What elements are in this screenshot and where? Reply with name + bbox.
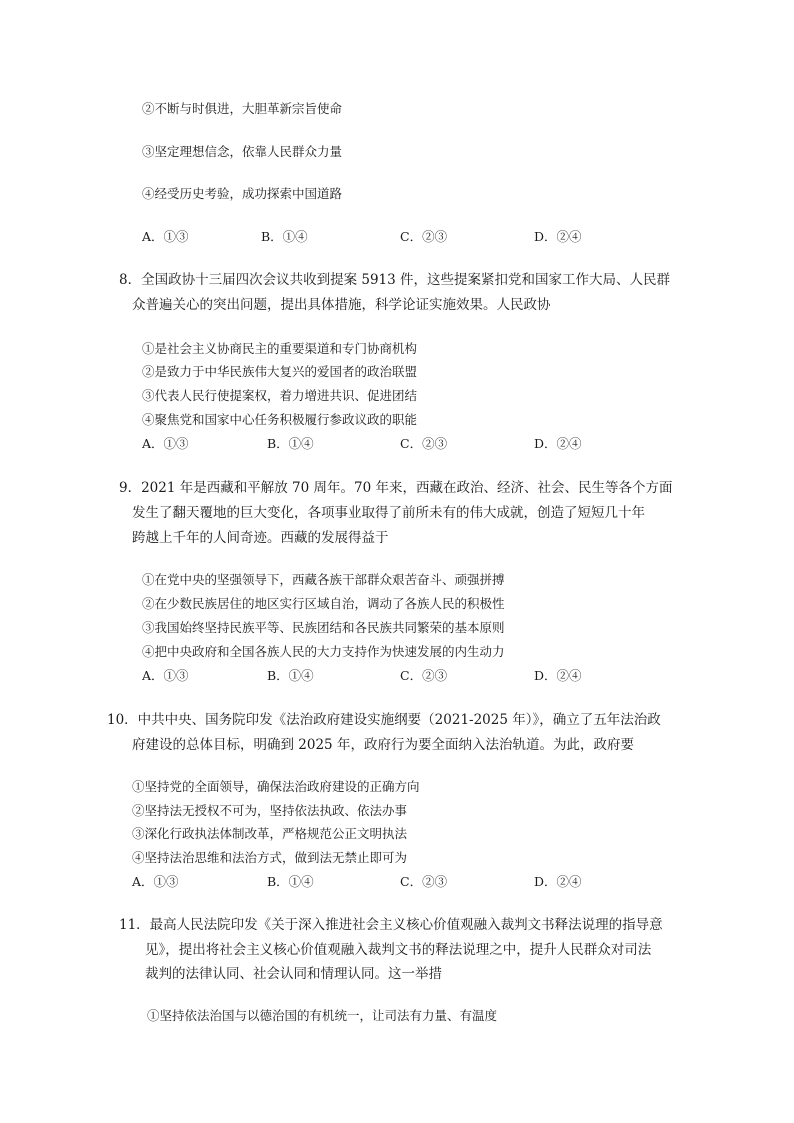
q7-choice-a: A．①③ bbox=[142, 229, 189, 244]
q10-choice-b: B．①④ bbox=[267, 874, 314, 889]
q11-option-1: ①坚持依法治国与以德治国的有机统一，让司法有力量、有温度 bbox=[147, 1008, 498, 1023]
q9-option-1: ①在党中央的坚强领导下，西藏各族干部群众艰苦奋斗、顽强拼搏 bbox=[142, 572, 505, 587]
q9-choice-c: C．②③ bbox=[400, 668, 448, 683]
q10-stem-line-2: 府建设的总体目标，明确到 2025 年，政府行为要全面纳入法治轨道。为此，政府要 bbox=[132, 737, 634, 753]
q9-option-3: ③我国始终坚持民族平等、民族团结和各民族共同繁荣的基本原则 bbox=[142, 620, 505, 635]
q8-choice-a: A．①③ bbox=[142, 436, 189, 451]
q9-stem-line-1: 9．2021 年是西藏和平解放 70 周年。70 年来，西藏在政治、经济、社会、民生等各个方面 bbox=[119, 480, 673, 496]
q9-option-2: ②在少数民族居住的地区实行区域自治，调动了各族人民的积极性 bbox=[142, 596, 505, 611]
q10-option-3: ③深化行政执法体制改革，严格规范公正文明执法 bbox=[132, 826, 408, 841]
q10-choice-a: A．①③ bbox=[132, 874, 179, 889]
q9-option-4: ④把中央政府和全国各族人民的大力支持作为快速发展的内生动力 bbox=[142, 644, 505, 659]
q8-option-2: ②是致力于中华民族伟大复兴的爱国者的政治联盟 bbox=[142, 364, 418, 379]
q9-stem-line-3: 跨越上千年的人间奇迹。西藏的发展得益于 bbox=[132, 530, 389, 546]
q8-option-3: ③代表人民行使提案权，着力增进共识、促进团结 bbox=[142, 388, 418, 403]
q7-choice-b: B．①④ bbox=[261, 229, 308, 244]
q9-stem-line-2: 发生了翻天覆地的巨大变化，各项事业取得了前所未有的伟大成就，创造了短短几十年 bbox=[132, 505, 645, 521]
q8-option-1: ①是社会主义协商民主的重要渠道和专门协商机构 bbox=[142, 341, 418, 356]
q11-stem-line-1: 11．最高人民法院印发《关于深入推进社会主义核心价值观融入裁判文书释法说理的指导意 bbox=[119, 917, 663, 933]
q7-option-3: ③坚定理想信念，依靠人民群众力量 bbox=[142, 144, 343, 159]
q10-option-2: ②坚持法无授权不可为，坚持依法执政、依法办事 bbox=[132, 803, 408, 818]
q8-stem-line-2: 众普遍关心的突出问题，提出具体措施，科学论证实施效果。人民政协 bbox=[132, 297, 551, 313]
q7-choice-d: D．②④ bbox=[534, 229, 582, 244]
q9-choice-d: D．②④ bbox=[534, 668, 582, 683]
q10-choice-d: D．②④ bbox=[534, 874, 582, 889]
q9-choice-b: B．①④ bbox=[267, 668, 314, 683]
q7-choice-c: C．②③ bbox=[400, 229, 448, 244]
q10-option-1: ①坚持党的全面领导，确保法治政府建设的正确方向 bbox=[132, 779, 420, 794]
q10-option-4: ④坚持法治思维和法治方式，做到法无禁止即可为 bbox=[132, 850, 408, 865]
q8-option-4: ④聚焦党和国家中心任务积极履行参政议政的职能 bbox=[142, 412, 418, 427]
q8-choice-c: C．②③ bbox=[400, 436, 448, 451]
q7-option-4: ④经受历史考验，成功探索中国道路 bbox=[142, 186, 343, 201]
q11-stem-line-3: 裁判的法律认同、社会认同和情理认同。这一举措 bbox=[145, 966, 442, 982]
q10-stem-line-1: 10．中共中央、国务院印发《法治政府建设实施纲要（2021-2025 年）》，确立了五年法治政 bbox=[107, 712, 661, 728]
q8-choice-b: B．①④ bbox=[267, 436, 314, 451]
q11-stem-line-2: 见》，提出将社会主义核心价值观融入裁判文书的释法说理之中，提升人民群众对司法 bbox=[145, 942, 652, 958]
q9-choice-a: A．①③ bbox=[142, 668, 189, 683]
q8-stem-line-1: 8．全国政协十三届四次会议共收到提案 5913 件，这些提案紧扣党和国家工作大局、人民群 bbox=[119, 272, 671, 288]
q10-choice-c: C．②③ bbox=[400, 874, 448, 889]
q7-option-2: ②不断与时俱进，大胆革新宗旨使命 bbox=[142, 101, 343, 116]
q8-choice-d: D．②④ bbox=[534, 436, 582, 451]
